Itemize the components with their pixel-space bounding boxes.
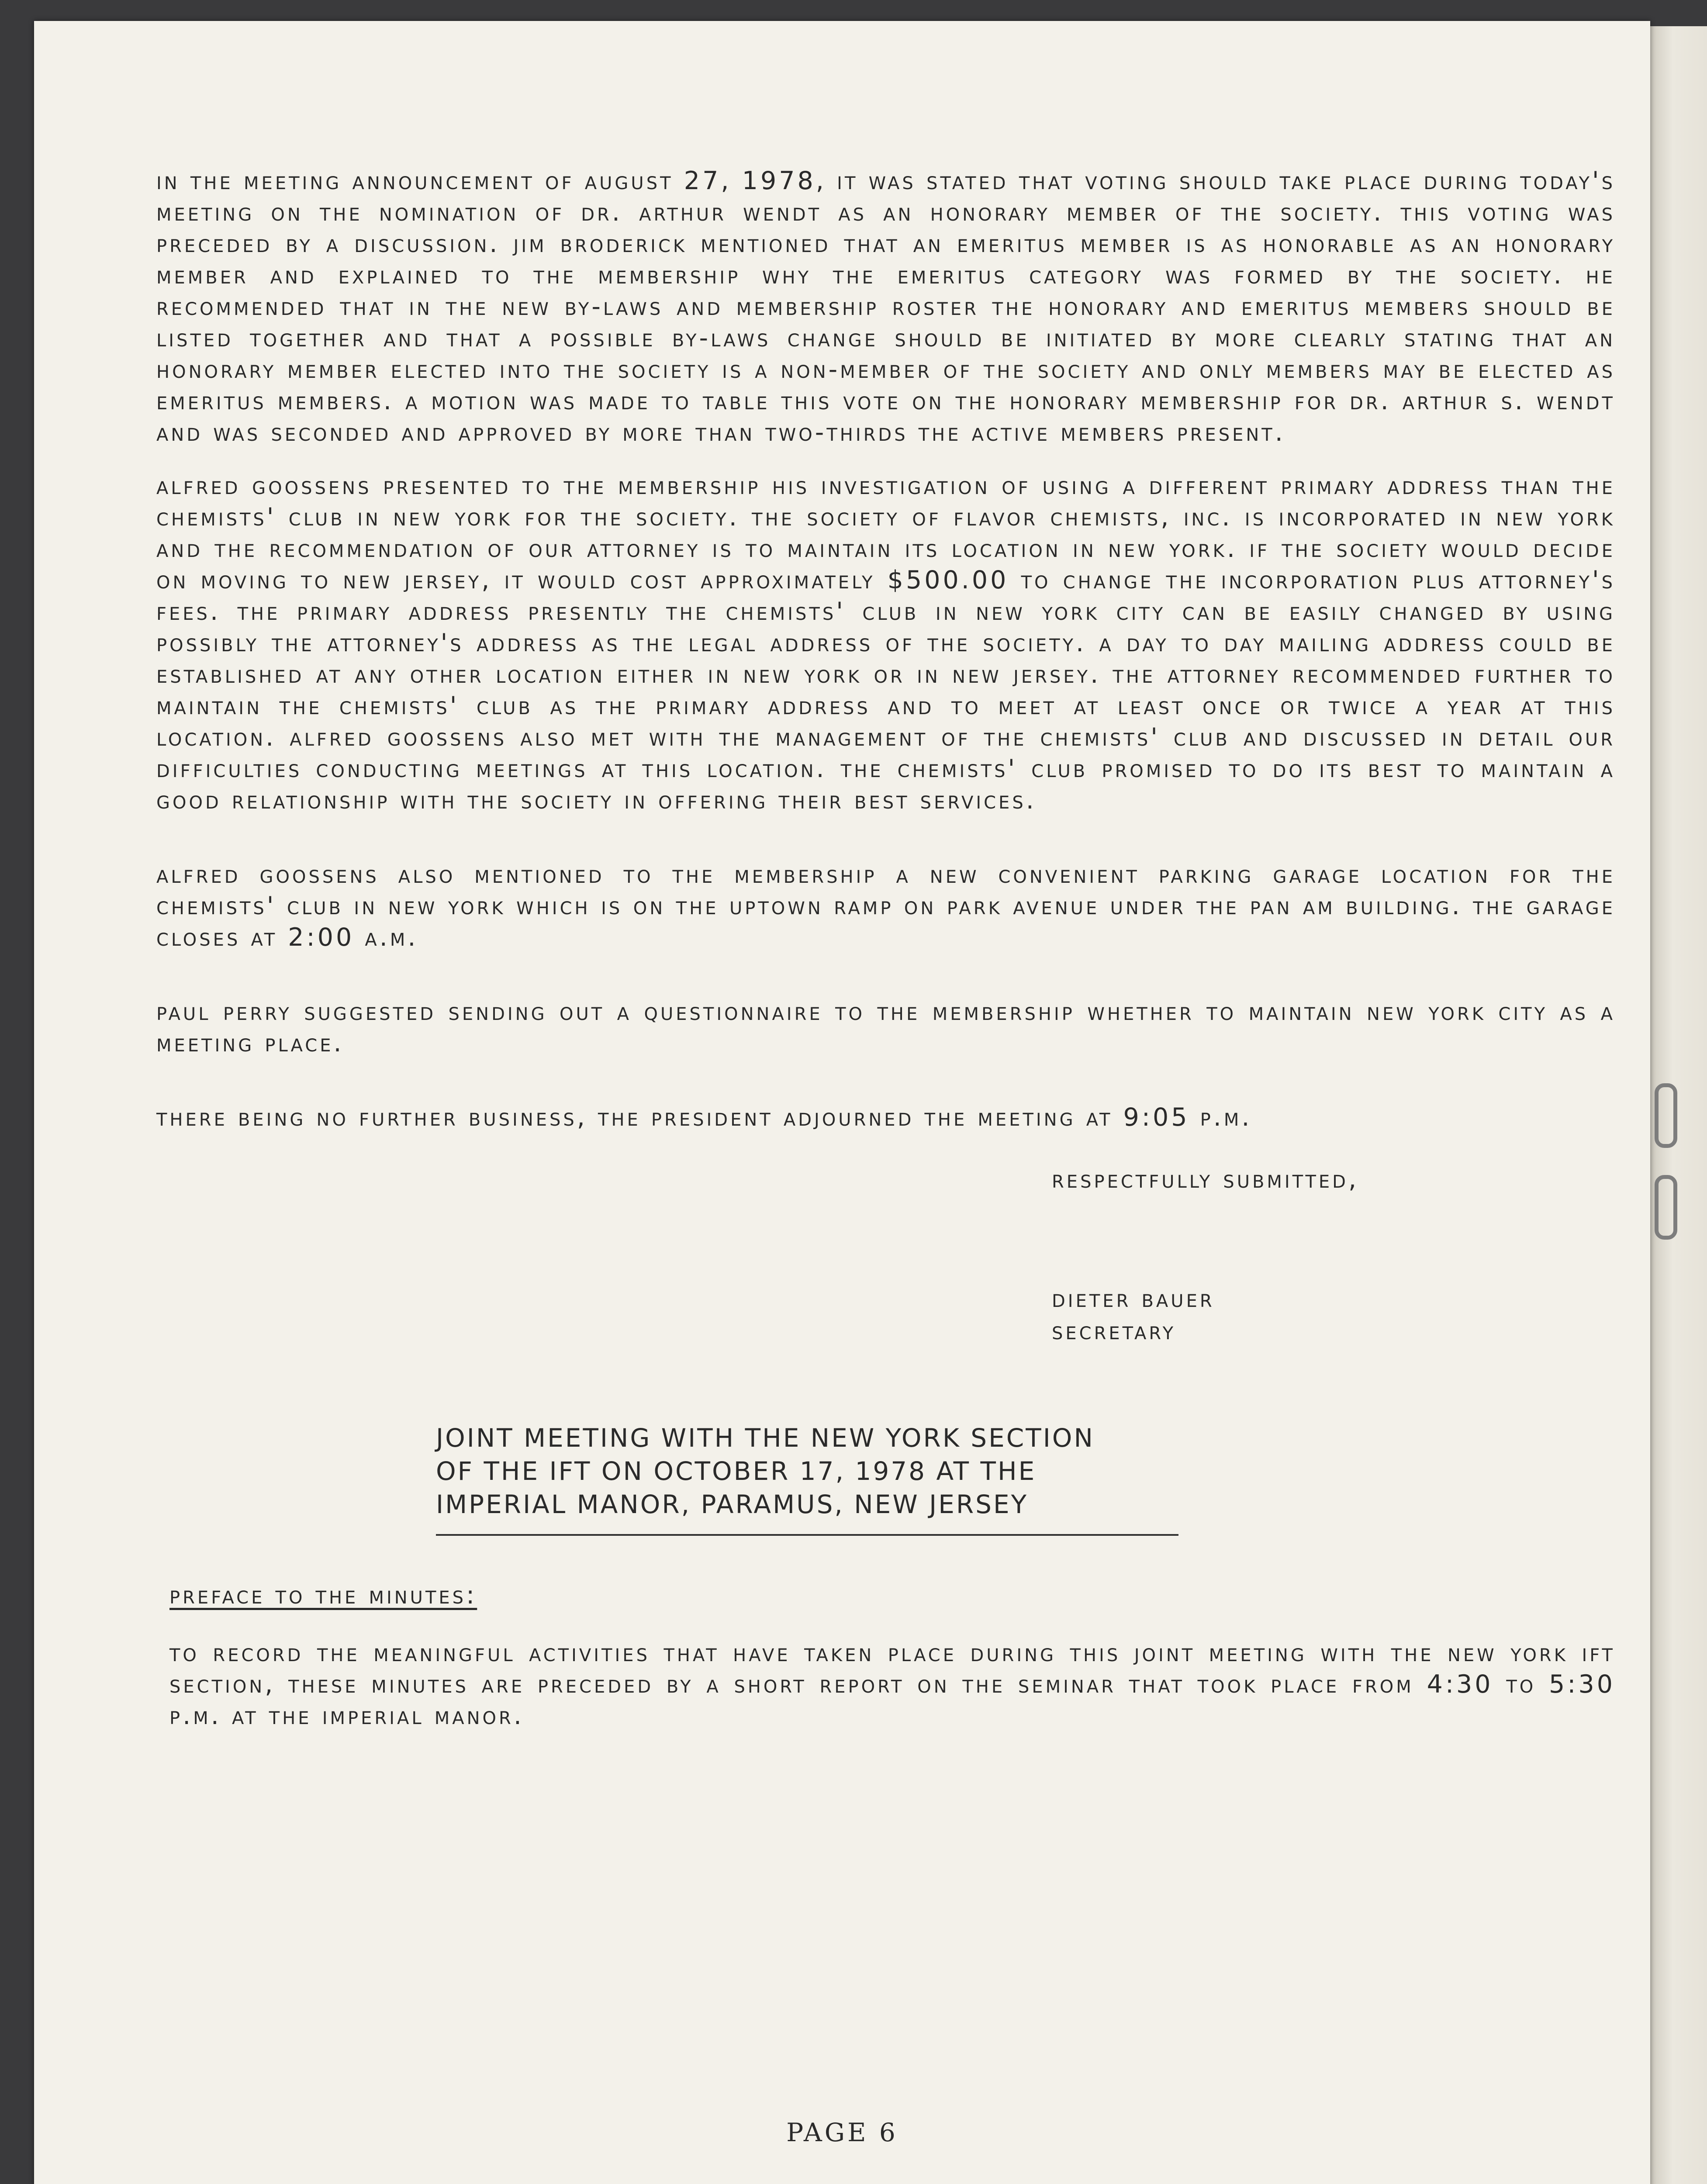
signer-title: secretary [1052,1317,1176,1345]
page-number: PAGE 6 [786,2118,898,2147]
joint-meeting-line-3: IMPERIAL MANOR, PARAMUS, NEW JERSEY [436,1489,1029,1519]
signer-name: dieter bauer [1052,1284,1215,1313]
paragraph-honorary-member-vote: in the meeting announcement of august 27, 1978, it was stated that voting should take place during today's meeting on the nomination of dr. arthur wendt as an honorary member of the society. this voting was preceded by a discussion. jim broderick mentioned that an emeritus member is as honorable as an honorary member and explained to the membership why the emeritus category was formed by the society. he recommended that in the new by-laws and membership roster the honorary and emeritus members should be listed together and that a possible by-laws change should be initiated by more clearly stating that an honorary member elected into the society is a non-member of the society and only members may be elected as emeritus members. a motion was made to table this vote on the honorary membership for dr. arthur s. wendt and was seconded and approved by more than two-thirds the active members present. [156,166,1615,447]
paragraph-questionnaire: paul perry suggested sending out a questionnaire to the membership whether to maintain new york city as a meeting place. [156,997,1615,1057]
paragraph-adjournment: there being no further business, the president adjourned the meeting at 9:05 p.m. [156,1103,1252,1132]
document-page [34,21,1650,2184]
staple-top [1655,1083,1677,1148]
joint-meeting-line-1: JOINT MEETING WITH THE NEW YORK SECTION [436,1423,1095,1453]
preface-heading: preface to the minutes: [169,1581,477,1610]
preface-body: to record the meaningful activities that have taken place during this joint meeting with the new york ift section, these minutes are preceded by a short report on the seminar that took place from 4:30 to 5:30 p.m. at the imperial manor. [169,1638,1615,1730]
signoff: respectfully submitted, [1052,1165,1359,1194]
joint-meeting-heading [436,1421,1615,1521]
heading-underline-rule [436,1534,1178,1536]
staple-bottom [1655,1175,1677,1240]
paragraph-parking-garage: alfred goossens also mentioned to the membership a new convenient parking garage location for the chemists' club in new york which is on the uptown ramp on park avenue under the pan am building. the garage closes at 2:00 a.m. [156,860,1615,952]
paragraph-primary-address: alfred goossens presented to the membership his investigation of using a different primary address than the chemists' club in new york for the society. the society of flavor chemists, inc. is incorporated in new york and the recommendation of our attorney is to maintain its location in new york. if the society would decide on moving to new jersey, it would cost approximately $500.00 to change the incorporation plus attorney's fees. the primary address presently the chemists' club in new york city can be easily changed by using possibly the attorney's address as the legal address of the society. a day to day mailing address could be established at any other location either in new york or in new jersey. the attorney recommended further to maintain the chemists' club as the primary address and to meet at least once or twice a year at this location. alfred goossens also met with the management of the chemists' club and discussed in detail our difficulties conducting meetings at this location. the chemists' club promised to do its best to maintain a good relationship with the society in offering their best services. [156,471,1615,815]
joint-meeting-line-2: OF THE IFT ON OCTOBER 17, 1978 AT THE [436,1456,1037,1486]
signature-block [1052,1282,1615,1347]
page-content [156,165,1615,1753]
